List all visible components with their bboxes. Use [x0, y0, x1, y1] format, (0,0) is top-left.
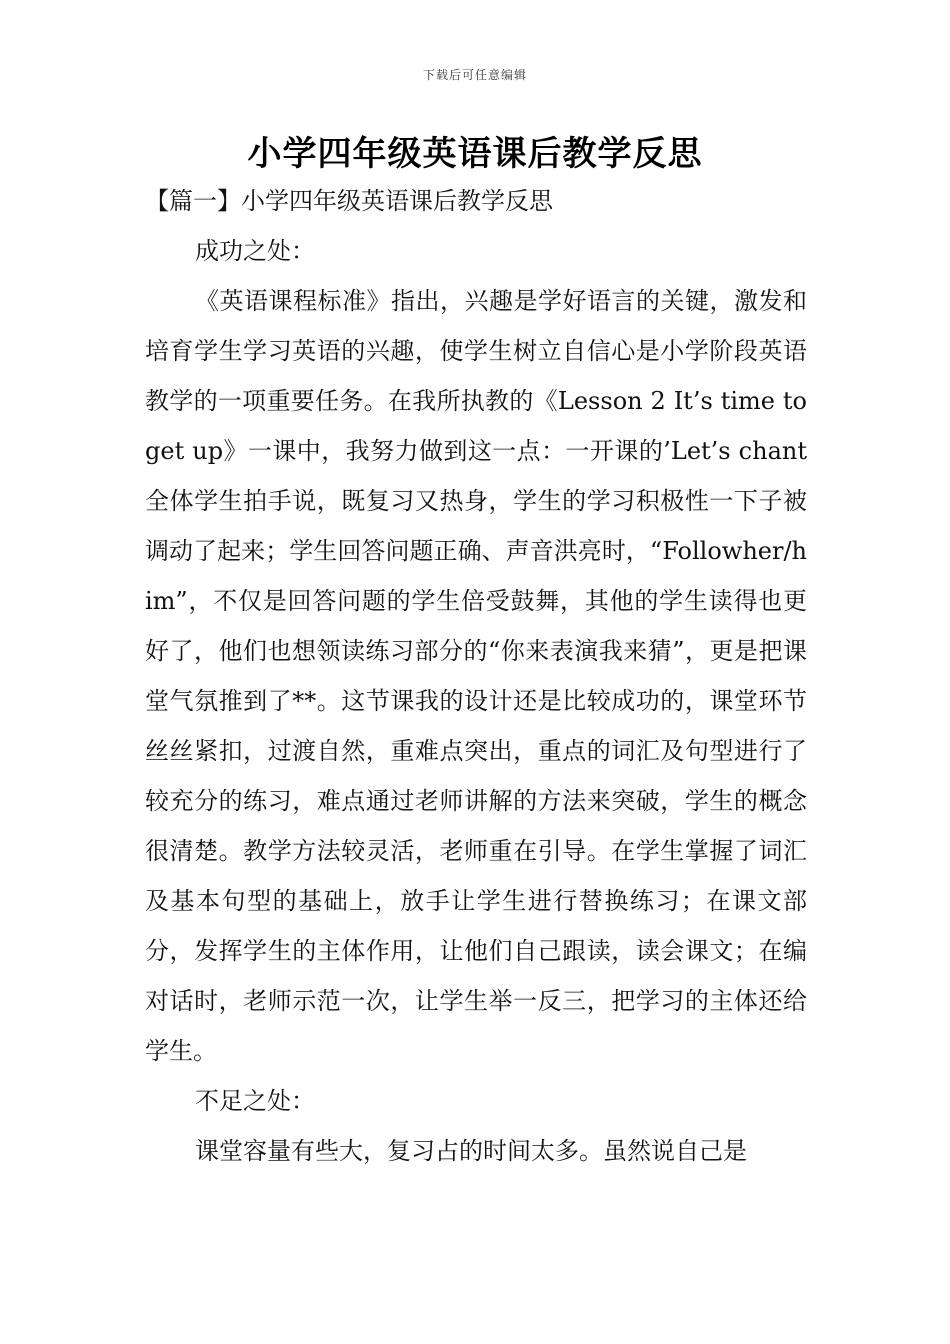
success-label: 成功之处：	[195, 237, 315, 265]
shortcoming-label: 不足之处：	[195, 1087, 315, 1115]
shortcoming-paragraph: 课堂容量有些大，复习占的时间太多。虽然说自己是	[195, 1137, 747, 1165]
section-heading: 【篇一】小学四年级英语课后教学反思	[145, 187, 553, 215]
success-paragraph: 《英语课程标准》指出，兴趣是学好语言的关键，激发和培育学生学习英语的兴趣，使学生树立自信心是小学阶段英语教学的一项重要任务。在我所执教的《Lesson 2 It’s time to get up》一课中，我努力做到这一点：一开课的’Let’s chant全体学生拍手说，既复习又热身，学生的学习积极性一下子被调动了起来；学生回答问题正确、声音洪亮时，“Followher/him”，不仅是回答问题的学生倍受鼓舞，其他的学生读得也更好了，他们也想领读练习部分的“你来表演我来猜”，更是把课堂气氛推到了**。这节课我的设计还是比较成功的，课堂环节丝丝紧扣，过渡自然，重难点突出，重点的词汇及句型进行了较充分的练习，难点通过老师讲解的方法来突破，学生的概念很清楚。教学方法较灵活，老师重在引导。在学生掌握了词汇及基本句型的基础上，放手让学生进行替换练习；在课文部分，发挥学生的主体作用，让他们自己跟读，读会课文；在编对话时，老师示范一次，让学生举一反三，把学习的主体还给学生。	[145, 287, 807, 1065]
document-title: 小学四年级英语课后教学反思	[247, 134, 703, 174]
document-body	[145, 176, 807, 1176]
header-note: 下载后可任意编辑	[422, 68, 527, 82]
